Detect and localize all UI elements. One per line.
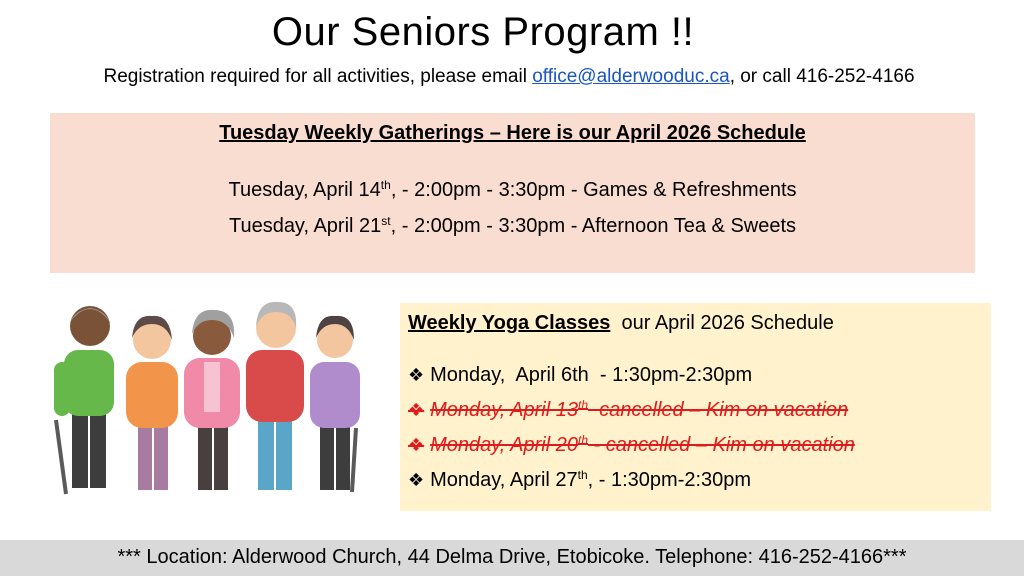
diamond-bullet-icon: ❖: [408, 365, 425, 385]
date-suffix: th: [578, 398, 589, 412]
diamond-bullet-icon: ❖: [408, 400, 425, 420]
date-suffix: th: [380, 178, 391, 192]
event-date: Tuesday, April 14: [228, 179, 381, 201]
tuesday-gatherings-box: [50, 113, 975, 273]
senior-figure-1: [54, 306, 114, 494]
date-suffix: th: [577, 468, 588, 482]
yoga-class-item: [408, 466, 751, 494]
date-suffix: st: [381, 214, 391, 228]
registration-phone-text: , or call 416-252-4166: [729, 66, 915, 87]
yoga-class-rest: cancelled – Kim on vacation: [588, 399, 849, 421]
event-details: , - 2:00pm - 3:30pm - Games & Refreshments: [390, 179, 797, 201]
yoga-class-item: [408, 361, 752, 389]
yoga-class-text: Monday, April 20: [430, 434, 578, 456]
yoga-heading-title: Weekly Yoga Classes: [408, 312, 611, 334]
senior-figure-5: [310, 316, 360, 492]
event-details: , - 2:00pm - 3:30pm - Afternoon Tea & Sweets: [390, 215, 797, 237]
yoga-class-text: Monday, April 13: [430, 399, 578, 421]
tuesday-event: [50, 176, 975, 204]
diamond-bullet-icon: ❖: [408, 435, 425, 455]
senior-figure-2: [126, 316, 178, 490]
yoga-class-text: Monday, April 6th - 1:30pm-2:30pm: [430, 364, 753, 386]
yoga-class-item-cancelled: [408, 396, 848, 424]
yoga-class-text: Monday, April 27: [430, 469, 578, 491]
yoga-heading: [408, 309, 834, 337]
yoga-class-rest: , - 1:30pm-2:30pm: [587, 469, 752, 491]
registration-note: [0, 64, 1018, 90]
page-title: Our Seniors Program !!: [271, 10, 695, 54]
seniors-group-illustration: [42, 298, 382, 498]
diamond-bullet-icon: ❖: [408, 470, 425, 490]
location-footer: *** Location: Alderwood Church, 44 Delma Drive, Etobicoke. Telephone: 416-252-4166***: [0, 540, 1024, 576]
date-suffix: th: [578, 433, 589, 447]
yoga-class-item-cancelled: [408, 431, 855, 459]
yoga-heading-rest: our April 2026 Schedule: [610, 312, 834, 334]
email-link[interactable]: office@alderwooduc.ca: [532, 66, 730, 87]
yoga-classes-box: [400, 303, 991, 511]
tuesday-heading: Tuesday Weekly Gatherings – Here is our April 2026 Schedule: [219, 122, 806, 144]
senior-figure-3: [184, 310, 240, 490]
event-date: Tuesday, April 21: [228, 215, 382, 237]
tuesday-event: [50, 212, 975, 240]
senior-figure-4: [246, 302, 304, 490]
yoga-class-rest: - cancelled – Kim on vacation: [588, 434, 855, 456]
registration-text: Registration required for all activities, please email: [103, 66, 533, 87]
